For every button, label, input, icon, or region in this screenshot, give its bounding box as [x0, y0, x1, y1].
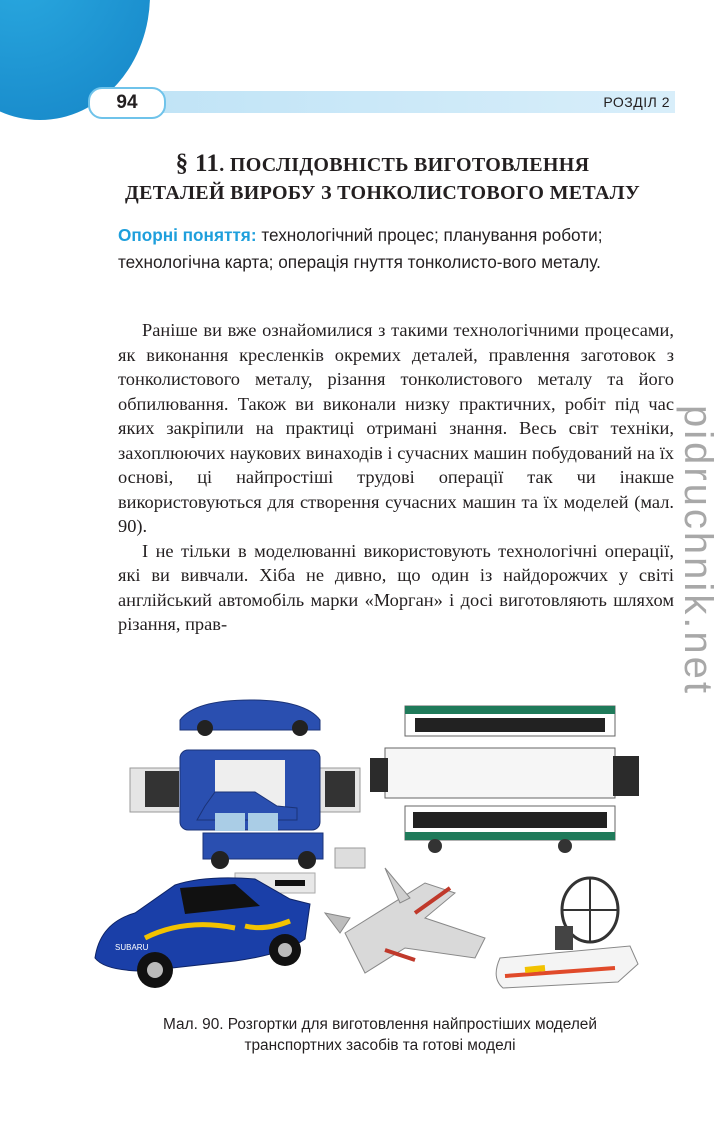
page-number: 94: [88, 87, 166, 119]
page-title: [95, 150, 670, 207]
key-concepts-text: технологічний процес; планування роботи; технологічна карта; операція гнуття тонколисто-вого металу.: [118, 225, 603, 272]
paper-bus-unfold: [370, 706, 639, 853]
figure-caption: [100, 1014, 660, 1056]
rally-car-model: [95, 878, 310, 988]
side-watermark: [676, 370, 721, 730]
airboat-model: [496, 878, 638, 988]
title-line-2: ДЕТАЛЕЙ ВИРОБУ З ТОНКОЛИСТОВОГО МЕТАЛУ: [125, 182, 640, 204]
key-concepts: [118, 222, 678, 276]
body-text: [118, 318, 674, 637]
section-label: РОЗДІЛ 2: [603, 94, 670, 110]
figure-90: [85, 688, 645, 1000]
title-text-1: . ПОСЛІДОВНІСТЬ ВИГОТОВЛЕННЯ: [219, 154, 590, 176]
caption-line-2: транспортних засобів та готові моделі: [244, 1037, 516, 1054]
watermark-text: pidruchnik.net: [676, 404, 721, 696]
key-concepts-label: Опорні поняття:: [118, 225, 257, 245]
paragraph-1: Раніше ви вже ознайомилися з такими технологічними процесами, як виконання кресленків окремих деталей, правлення заготовок з тонколистового металу, різання тонколистового металу та його обпилювання. Також ви виконали низку практичних, робіт під час яких закріпили на практиці отримані знання. Весь світ техніки, захоплюючих наукових винаходів і сучасних машин побудований на їх основі, ці найпростіші трудові операції так чи інакше використовуються для створення сучасних машин та їх моделей (мал. 90).: [118, 320, 674, 536]
caption-line-1: Мал. 90. Розгортки для виготовлення найпростіших моделей: [163, 1016, 597, 1033]
section-number: § 11: [175, 150, 220, 177]
paper-car-unfold: [130, 700, 365, 893]
paragraph-2: І не тільки в моделюванні використовують технологічні операції, які ви вивчали. Хіба не дивно, що один із найдорожчих у світі англійський автомобіль марки «Морган» і досі виготовляють шляхом різання, прав-: [118, 540, 674, 634]
header-band: [120, 91, 675, 113]
title-line-1: [95, 150, 670, 179]
jet-model: [325, 868, 485, 973]
model-car-label: SUBARU: [115, 943, 149, 952]
